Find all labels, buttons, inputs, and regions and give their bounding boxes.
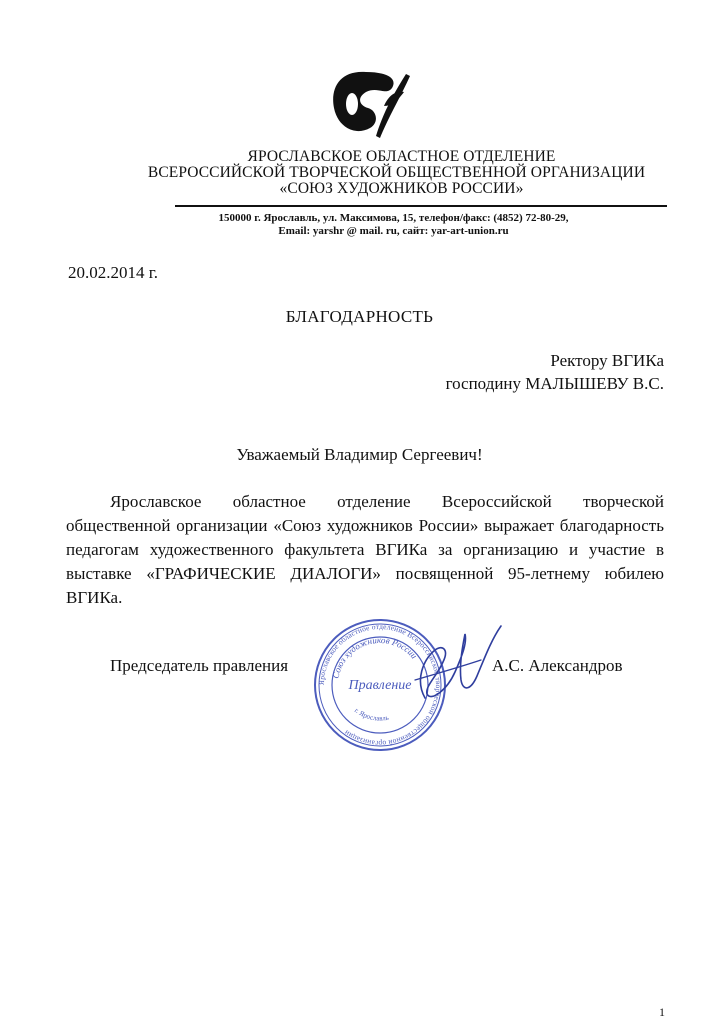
organization-name-line-1: ЯРОСЛАВСКОЕ ОБЛАСТНОЕ ОТДЕЛЕНИЕ (247, 148, 556, 165)
addressee-line-2: господину МАЛЫШЕВУ В.С. (445, 374, 664, 393)
addressee-line-1: Ректору ВГИКа (550, 351, 664, 370)
stamp-outer-text: Ярославское областное отделение Всероссийской творческой общественной организации (316, 621, 444, 749)
contact-address-line: 150000 г. Ярославль, ул. Максимова, 15, телефон/факс: (4852) 72-80-29, (218, 212, 569, 224)
stamp-center-text: Правление (348, 678, 412, 693)
document-title: БЛАГОДАРНОСТЬ (285, 307, 434, 326)
signoff-title: Председатель правления (110, 656, 289, 675)
organization-name-line-3: «СОЮЗ ХУДОЖНИКОВ РОССИИ» (279, 180, 524, 197)
salutation: Уважаемый Владимир Сергеевич! (236, 445, 483, 464)
letter-date: 20.02.2014 г. (68, 263, 159, 282)
stamp-city-text: г. Ярославль (352, 706, 390, 723)
letter-body: Ярославское областное отделение Всероссийской творческой общественной организации «Союз художников России» выражает благодарность педагогам художественного факультета ВГИКа за организацию и участие в выставке «ГРАФИЧЕСКИЕ ДИАЛОГИ» посвященной 95-летнему юбилею ВГИКа. (66, 492, 664, 607)
stamp-inner-text: Союз художников России (330, 634, 420, 680)
letterhead-divider (175, 205, 667, 207)
organization-name-line-2: ВСЕРОССИЙСКОЙ ТВОРЧЕСКОЙ ОБЩЕСТВЕННОЙ ОРГАНИЗАЦИИ (147, 164, 646, 181)
svg-text:г. Ярославль (353, 706, 389, 722)
palette-brush-logo-icon (326, 66, 412, 142)
handwritten-signature (405, 620, 505, 716)
contact-email-line: Email: yarshr @ mail. ru, сайт: yar-art-union.ru (278, 225, 509, 237)
page-number: 1 (659, 1005, 665, 1019)
signoff-name: А.С. Александров (492, 656, 623, 675)
